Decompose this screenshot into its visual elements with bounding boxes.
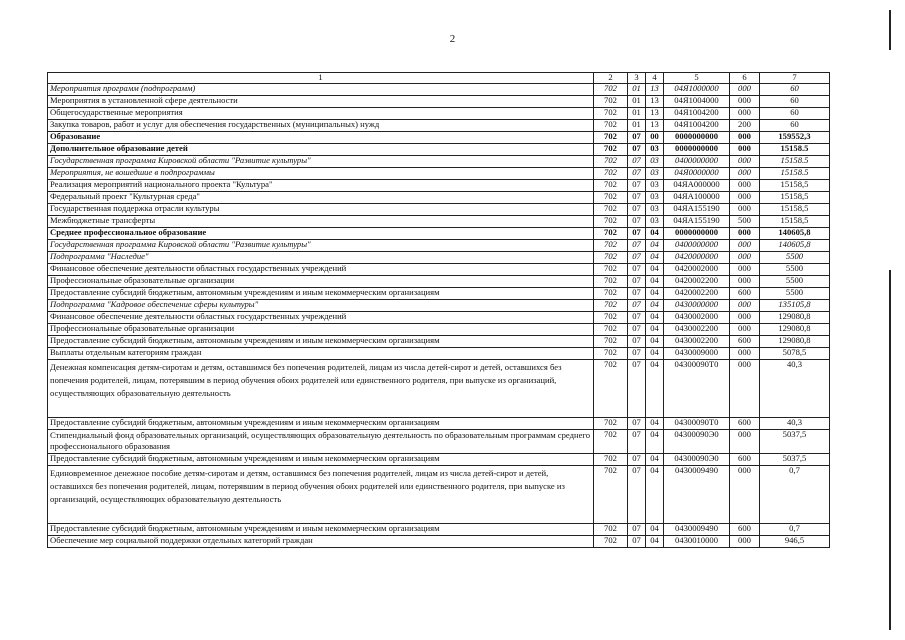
row-name-cell: Предоставление субсидий бюджетным, автономным учреждениям и иным некоммерческим организациям [48, 454, 594, 466]
amount-cell: 15158.5 [760, 156, 830, 168]
section-code-cell: 702 [594, 524, 628, 536]
target-article-cell: 0430009000 [664, 348, 730, 360]
division-code-cell: 07 [628, 300, 646, 312]
amount-cell: 946,5 [760, 536, 830, 548]
expense-type-cell: 000 [730, 228, 760, 240]
row-name-cell: Межбюджетные трансферты [48, 216, 594, 228]
target-article-cell: 0420002200 [664, 276, 730, 288]
amount-cell: 60 [760, 108, 830, 120]
subdivision-code-cell: 04 [646, 264, 664, 276]
row-name-cell: Денежная компенсация детям-сиротам и детям, оставшимся без попечения родителей, лицам из числа детей-сирот и детей, оставшихся без попечения родителей, лицам, потерявшим в период обучения обоих родителей или единственного родителя, при выпуске из организаций, осуществляющих образовательную деятельность [48, 360, 594, 418]
table-row [48, 240, 830, 252]
table-row [48, 536, 830, 548]
amount-cell: 40,3 [760, 418, 830, 430]
table-row [48, 132, 830, 144]
section-code-cell: 702 [594, 300, 628, 312]
subdivision-code-cell: 04 [646, 536, 664, 548]
table-row [48, 192, 830, 204]
subdivision-code-cell: 04 [646, 466, 664, 524]
expense-type-cell: 000 [730, 312, 760, 324]
division-code-cell: 07 [628, 276, 646, 288]
amount-cell: 5078,5 [760, 348, 830, 360]
target-article-cell: 0400000000 [664, 240, 730, 252]
row-name-cell: Выплаты отдельным категориям граждан [48, 348, 594, 360]
division-code-cell: 07 [628, 204, 646, 216]
subdivision-code-cell: 13 [646, 108, 664, 120]
row-name-cell: Единовременное денежное пособие детям-сиротам и детям, оставшимся без попечения родителей, лицам из числа детей-сирот и детей, оставшихся без попечения родителей, лицам, потерявшим в период обучения обоих родителей или единственного родителя, при выпуске из организаций, осуществляющих образовательную деятельность [48, 466, 594, 524]
section-code-cell: 702 [594, 288, 628, 300]
division-code-cell: 07 [628, 466, 646, 524]
division-code-cell: 07 [628, 324, 646, 336]
table-header-row [48, 73, 830, 84]
section-code-cell: 702 [594, 204, 628, 216]
row-name-cell: Обеспечение мер социальной поддержки отдельных категорий граждан [48, 536, 594, 548]
division-code-cell: 07 [628, 348, 646, 360]
table-row [48, 252, 830, 264]
target-article-cell: 0430002200 [664, 324, 730, 336]
amount-cell: 15158,5 [760, 192, 830, 204]
expense-type-cell: 000 [730, 300, 760, 312]
target-article-cell: 0420002000 [664, 264, 730, 276]
amount-cell: 5500 [760, 276, 830, 288]
section-code-cell: 702 [594, 466, 628, 524]
section-code-cell: 702 [594, 336, 628, 348]
header-cell: 3 [628, 73, 646, 84]
table-row [48, 324, 830, 336]
table-row [48, 360, 830, 418]
division-code-cell: 07 [628, 336, 646, 348]
row-name-cell: Предоставление субсидий бюджетным, автономным учреждениям и иным некоммерческим организациям [48, 288, 594, 300]
header-cell: 6 [730, 73, 760, 84]
row-name-cell: Предоставление субсидий бюджетным, автономным учреждениям и иным некоммерческим организациям [48, 418, 594, 430]
division-code-cell: 07 [628, 418, 646, 430]
target-article-cell: 0430010000 [664, 536, 730, 548]
target-article-cell: 0000000000 [664, 144, 730, 156]
division-code-cell: 07 [628, 168, 646, 180]
subdivision-code-cell: 04 [646, 348, 664, 360]
expense-type-cell: 000 [730, 324, 760, 336]
table-row [48, 418, 830, 430]
expense-type-cell: 600 [730, 454, 760, 466]
target-article-cell: 0430009490 [664, 524, 730, 536]
expense-type-cell: 600 [730, 288, 760, 300]
section-code-cell: 702 [594, 120, 628, 132]
subdivision-code-cell: 04 [646, 300, 664, 312]
subdivision-code-cell: 03 [646, 216, 664, 228]
row-name-cell: Финансовое обеспечение деятельности областных государственных учреждений [48, 264, 594, 276]
table-row [48, 204, 830, 216]
division-code-cell: 07 [628, 156, 646, 168]
target-article-cell: 0430002200 [664, 336, 730, 348]
header-cell: 4 [646, 73, 664, 84]
table-row [48, 430, 830, 454]
expense-type-cell: 000 [730, 168, 760, 180]
amount-cell: 60 [760, 84, 830, 96]
division-code-cell: 07 [628, 360, 646, 418]
division-code-cell: 07 [628, 216, 646, 228]
division-code-cell: 07 [628, 536, 646, 548]
expense-type-cell: 000 [730, 430, 760, 454]
subdivision-code-cell: 04 [646, 336, 664, 348]
amount-cell: 60 [760, 96, 830, 108]
row-name-cell: Государственная поддержка отрасли культуры [48, 204, 594, 216]
subdivision-code-cell: 13 [646, 96, 664, 108]
subdivision-code-cell: 04 [646, 252, 664, 264]
scan-edge-mark [889, 10, 891, 50]
table-row [48, 454, 830, 466]
section-code-cell: 702 [594, 180, 628, 192]
target-article-cell: 0420000000 [664, 252, 730, 264]
row-name-cell: Мероприятия программ (подпрограмм) [48, 84, 594, 96]
division-code-cell: 07 [628, 180, 646, 192]
subdivision-code-cell: 03 [646, 144, 664, 156]
amount-cell: 140605,8 [760, 240, 830, 252]
expense-type-cell: 600 [730, 336, 760, 348]
subdivision-code-cell: 04 [646, 360, 664, 418]
subdivision-code-cell: 03 [646, 192, 664, 204]
section-code-cell: 702 [594, 96, 628, 108]
target-article-cell: 0400000000 [664, 156, 730, 168]
expense-type-cell: 200 [730, 120, 760, 132]
expense-type-cell: 600 [730, 524, 760, 536]
section-code-cell: 702 [594, 312, 628, 324]
section-code-cell: 702 [594, 348, 628, 360]
subdivision-code-cell: 04 [646, 312, 664, 324]
row-name-cell: Закупка товаров, работ и услуг для обеспечения государственных (муниципальных) нужд [48, 120, 594, 132]
target-article-cell: 04300090Т0 [664, 418, 730, 430]
row-name-cell: Подпрограмма "Наследие" [48, 252, 594, 264]
budget-table [47, 72, 830, 548]
expense-type-cell: 000 [730, 96, 760, 108]
header-cell: 5 [664, 73, 730, 84]
amount-cell: 5037,5 [760, 454, 830, 466]
division-code-cell: 07 [628, 454, 646, 466]
amount-cell: 159552,3 [760, 132, 830, 144]
subdivision-code-cell: 04 [646, 524, 664, 536]
header-cell: 1 [48, 73, 594, 84]
row-name-cell: Мероприятия в установленной сфере деятельности [48, 96, 594, 108]
header-cell: 2 [594, 73, 628, 84]
row-name-cell: Финансовое обеспечение деятельности областных государственных учреждений [48, 312, 594, 324]
division-code-cell: 07 [628, 312, 646, 324]
table-row [48, 312, 830, 324]
row-name-cell: Среднее профессиональное образование [48, 228, 594, 240]
division-code-cell: 07 [628, 264, 646, 276]
subdivision-code-cell: 03 [646, 156, 664, 168]
amount-cell: 0,7 [760, 524, 830, 536]
target-article-cell: 04Я1004000 [664, 96, 730, 108]
amount-cell: 0,7 [760, 466, 830, 524]
subdivision-code-cell: 04 [646, 228, 664, 240]
subdivision-code-cell: 04 [646, 276, 664, 288]
subdivision-code-cell: 04 [646, 454, 664, 466]
amount-cell: 15158.5 [760, 168, 830, 180]
amount-cell: 15158,5 [760, 204, 830, 216]
table-row [48, 228, 830, 240]
section-code-cell: 702 [594, 240, 628, 252]
expense-type-cell: 000 [730, 466, 760, 524]
target-article-cell: 04300090Э0 [664, 454, 730, 466]
amount-cell: 40,3 [760, 360, 830, 418]
amount-cell: 140605,8 [760, 228, 830, 240]
row-name-cell: Общегосударственные мероприятия [48, 108, 594, 120]
expense-type-cell: 000 [730, 180, 760, 192]
section-code-cell: 702 [594, 132, 628, 144]
section-code-cell: 702 [594, 418, 628, 430]
expense-type-cell: 000 [730, 156, 760, 168]
table-row [48, 336, 830, 348]
subdivision-code-cell: 04 [646, 240, 664, 252]
subdivision-code-cell: 00 [646, 132, 664, 144]
subdivision-code-cell: 04 [646, 324, 664, 336]
division-code-cell: 01 [628, 96, 646, 108]
table-row [48, 288, 830, 300]
expense-type-cell: 000 [730, 348, 760, 360]
scan-edge-mark [889, 270, 891, 630]
section-code-cell: 702 [594, 144, 628, 156]
amount-cell: 5037,5 [760, 430, 830, 454]
table-row [48, 108, 830, 120]
table-row [48, 84, 830, 96]
expense-type-cell: 500 [730, 216, 760, 228]
division-code-cell: 01 [628, 120, 646, 132]
section-code-cell: 702 [594, 252, 628, 264]
section-code-cell: 702 [594, 156, 628, 168]
target-article-cell: 04Я1004200 [664, 108, 730, 120]
subdivision-code-cell: 13 [646, 120, 664, 132]
table-row [48, 300, 830, 312]
expense-type-cell: 000 [730, 252, 760, 264]
target-article-cell: 04300090Т0 [664, 360, 730, 418]
division-code-cell: 07 [628, 240, 646, 252]
table-row [48, 264, 830, 276]
subdivision-code-cell: 03 [646, 168, 664, 180]
amount-cell: 60 [760, 120, 830, 132]
expense-type-cell: 000 [730, 84, 760, 96]
section-code-cell: 702 [594, 168, 628, 180]
table-row [48, 96, 830, 108]
table-row [48, 156, 830, 168]
target-article-cell: 0420002200 [664, 288, 730, 300]
table-row [48, 180, 830, 192]
table-row [48, 216, 830, 228]
row-name-cell: Федеральный проект "Культурная среда" [48, 192, 594, 204]
section-code-cell: 702 [594, 360, 628, 418]
subdivision-code-cell: 04 [646, 418, 664, 430]
target-article-cell: 04ЯА000000 [664, 180, 730, 192]
table-row [48, 524, 830, 536]
table-row [48, 276, 830, 288]
section-code-cell: 702 [594, 536, 628, 548]
header-cell: 7 [760, 73, 830, 84]
section-code-cell: 702 [594, 276, 628, 288]
target-article-cell: 0430000000 [664, 300, 730, 312]
target-article-cell: 04Я1000000 [664, 84, 730, 96]
target-article-cell: 04ЯА155190 [664, 216, 730, 228]
amount-cell: 129080,8 [760, 336, 830, 348]
expense-type-cell: 000 [730, 192, 760, 204]
row-name-cell: Подпрограмма "Кадровое обеспечение сферы культуры" [48, 300, 594, 312]
amount-cell: 129080,8 [760, 324, 830, 336]
expense-type-cell: 000 [730, 204, 760, 216]
target-article-cell: 0000000000 [664, 228, 730, 240]
target-article-cell: 04Я1004200 [664, 120, 730, 132]
row-name-cell: Предоставление субсидий бюджетным, автономным учреждениям и иным некоммерческим организациям [48, 336, 594, 348]
row-name-cell: Стипендиальный фонд образовательных организаций, осуществляющих образовательную деятельность по образовательным программам среднего профессионального образования [48, 430, 594, 454]
section-code-cell: 702 [594, 84, 628, 96]
row-name-cell: Государственная программа Кировской области "Развитие культуры" [48, 240, 594, 252]
target-article-cell: 0430002000 [664, 312, 730, 324]
table-row [48, 168, 830, 180]
division-code-cell: 07 [628, 228, 646, 240]
amount-cell: 5500 [760, 288, 830, 300]
section-code-cell: 702 [594, 192, 628, 204]
expense-type-cell: 000 [730, 360, 760, 418]
target-article-cell: 04ЯА100000 [664, 192, 730, 204]
table-row [48, 120, 830, 132]
expense-type-cell: 000 [730, 132, 760, 144]
division-code-cell: 07 [628, 132, 646, 144]
division-code-cell: 01 [628, 108, 646, 120]
expense-type-cell: 000 [730, 264, 760, 276]
amount-cell: 5500 [760, 252, 830, 264]
subdivision-code-cell: 04 [646, 288, 664, 300]
division-code-cell: 07 [628, 144, 646, 156]
row-name-cell: Дополнительное образование детей [48, 144, 594, 156]
section-code-cell: 702 [594, 430, 628, 454]
amount-cell: 15158,5 [760, 180, 830, 192]
target-article-cell: 04Я0000000 [664, 168, 730, 180]
section-code-cell: 702 [594, 108, 628, 120]
row-name-cell: Профессиональные образовательные организации [48, 276, 594, 288]
section-code-cell: 702 [594, 324, 628, 336]
amount-cell: 5500 [760, 264, 830, 276]
row-name-cell: Предоставление субсидий бюджетным, автономным учреждениям и иным некоммерческим организациям [48, 524, 594, 536]
expense-type-cell: 000 [730, 240, 760, 252]
table-row [48, 466, 830, 524]
amount-cell: 15158,5 [760, 216, 830, 228]
division-code-cell: 07 [628, 192, 646, 204]
division-code-cell: 01 [628, 84, 646, 96]
row-name-cell: Государственная программа Кировской области "Развитие культуры" [48, 156, 594, 168]
expense-type-cell: 000 [730, 144, 760, 156]
division-code-cell: 07 [628, 430, 646, 454]
table-row [48, 348, 830, 360]
expense-type-cell: 000 [730, 108, 760, 120]
expense-type-cell: 000 [730, 536, 760, 548]
division-code-cell: 07 [628, 524, 646, 536]
division-code-cell: 07 [628, 288, 646, 300]
section-code-cell: 702 [594, 228, 628, 240]
section-code-cell: 702 [594, 264, 628, 276]
subdivision-code-cell: 03 [646, 204, 664, 216]
target-article-cell: 0000000000 [664, 132, 730, 144]
subdivision-code-cell: 13 [646, 84, 664, 96]
subdivision-code-cell: 04 [646, 430, 664, 454]
row-name-cell: Мероприятия, не вошедшие в подпрограммы [48, 168, 594, 180]
row-name-cell: Профессиональные образовательные организации [48, 324, 594, 336]
expense-type-cell: 000 [730, 276, 760, 288]
amount-cell: 129080,8 [760, 312, 830, 324]
subdivision-code-cell: 03 [646, 180, 664, 192]
section-code-cell: 702 [594, 454, 628, 466]
section-code-cell: 702 [594, 216, 628, 228]
row-name-cell: Реализация мероприятий национального проекта "Культура" [48, 180, 594, 192]
page-number: 2 [449, 33, 456, 45]
amount-cell: 15158.5 [760, 144, 830, 156]
expense-type-cell: 600 [730, 418, 760, 430]
target-article-cell: 04300090Э0 [664, 430, 730, 454]
target-article-cell: 0430009490 [664, 466, 730, 524]
table-row [48, 144, 830, 156]
target-article-cell: 04ЯА155190 [664, 204, 730, 216]
amount-cell: 135105,8 [760, 300, 830, 312]
division-code-cell: 07 [628, 252, 646, 264]
row-name-cell: Образование [48, 132, 594, 144]
